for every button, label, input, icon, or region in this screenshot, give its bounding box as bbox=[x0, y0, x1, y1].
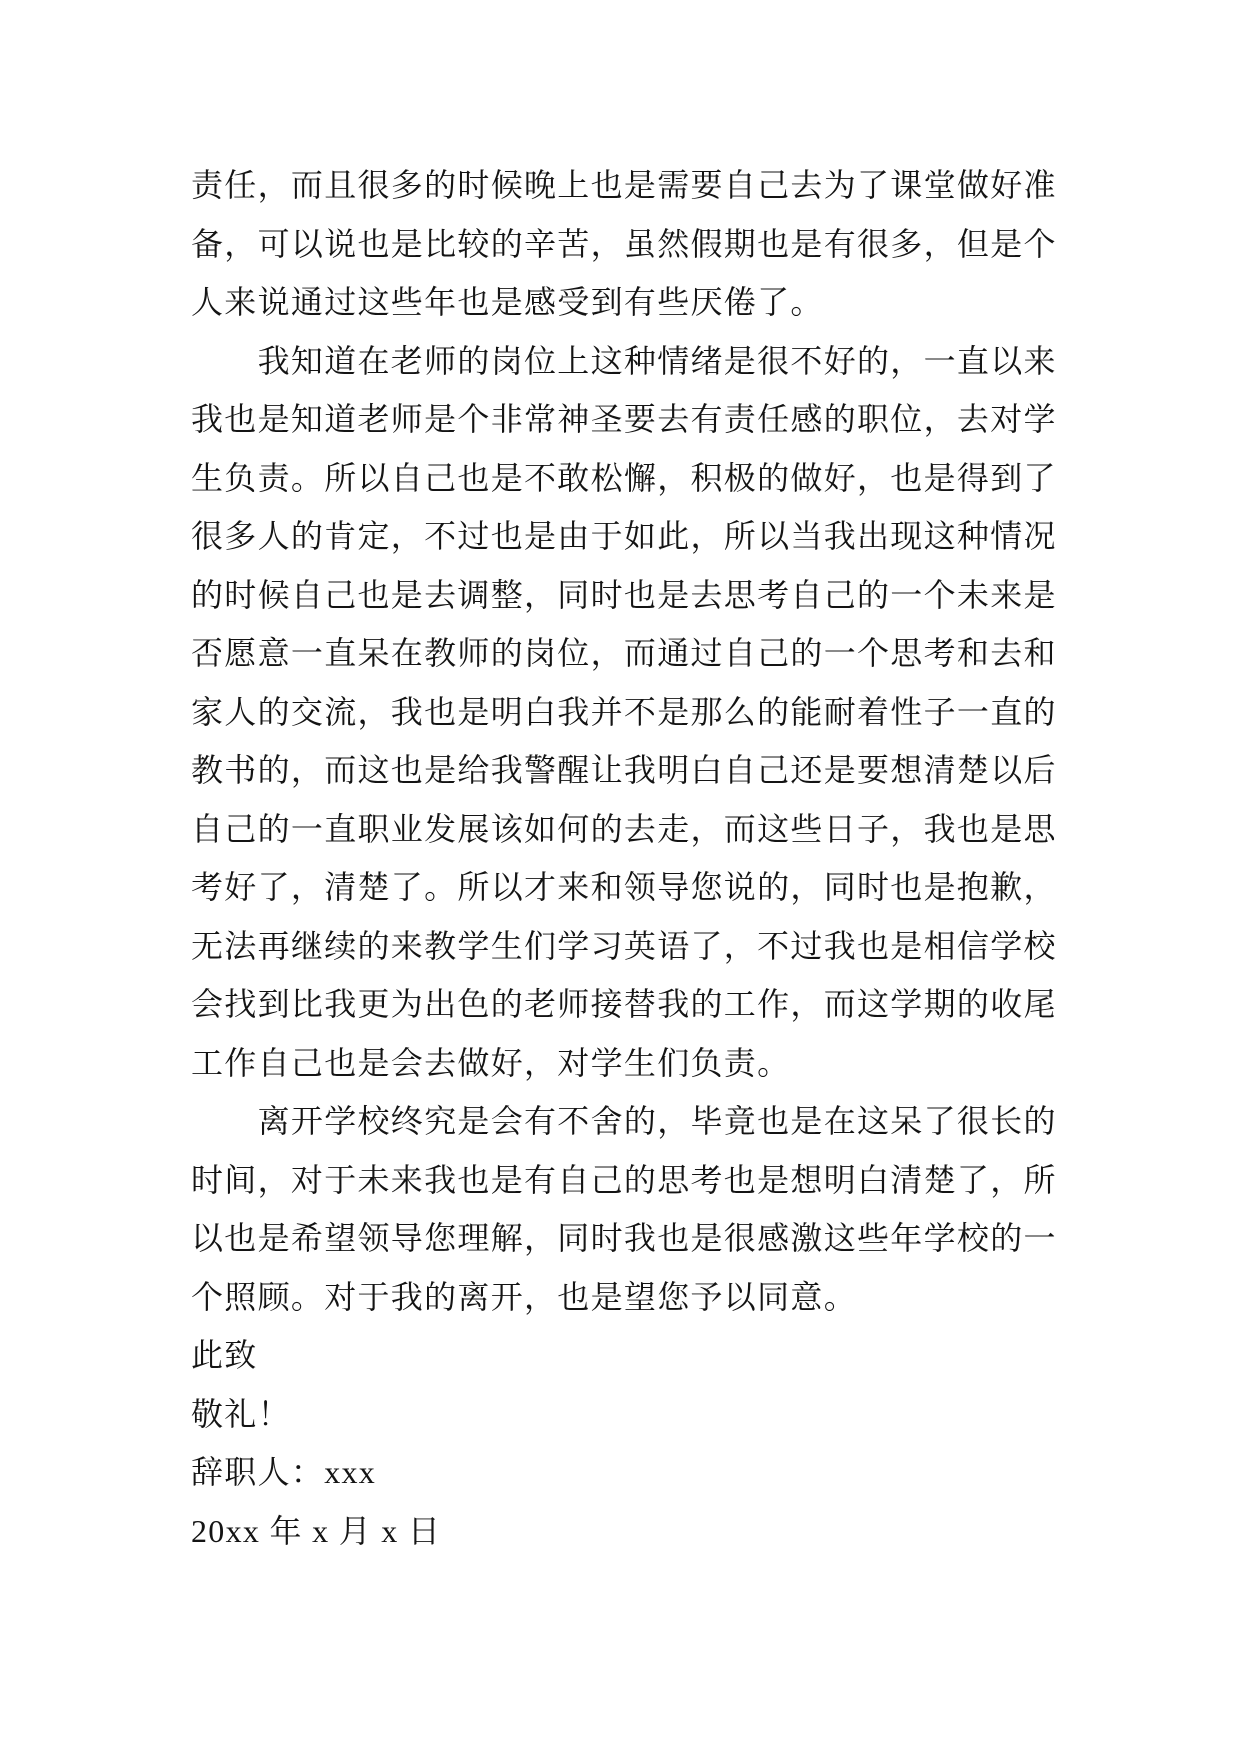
text-line: 个照顾。对于我的离开，也是望您予以同意。 bbox=[191, 1278, 858, 1315]
paragraph-1 bbox=[191, 156, 1091, 332]
letter-body bbox=[191, 156, 1091, 1560]
text-line: 的时候自己也是去调整，同时也是去思考自己的一个未来是 bbox=[191, 576, 1057, 613]
text-line: 很多人的肯定，不过也是由于如此，所以当我出现这种情况 bbox=[191, 518, 1057, 554]
text-line: 会找到比我更为出色的老师接替我的工作，而这学期的收尾 bbox=[191, 986, 1057, 1022]
text-line: 我知道在老师的岗位上这种情绪是很不好的，一直以来 bbox=[257, 342, 1057, 379]
text-line: 备，可以说也是比较的辛苦，虽然假期也是有很多，但是个 bbox=[191, 225, 1057, 262]
text-line: 自己的一直职业发展该如何的去走，而这些日子，我也是思 bbox=[191, 810, 1057, 847]
text-line: 工作自己也是会去做好，对学生们负责。 bbox=[191, 1044, 791, 1081]
text-line: 教书的，而这也是给我警醒让我明白自己还是要想清楚以后 bbox=[191, 752, 1057, 788]
text-line: 否愿意一直呆在教师的岗位，而通过自己的一个思考和去和 bbox=[191, 635, 1057, 671]
text-line: 我也是知道老师是个非常神圣要去有责任感的职位，去对学 bbox=[191, 401, 1057, 437]
text-line: 以也是希望领导您理解，同时我也是很感激这些年学校的一 bbox=[191, 1220, 1057, 1256]
closing-regards: 敬礼！ bbox=[191, 1395, 291, 1432]
text-line: 无法再继续的来教学生们学习英语了，不过我也是相信学校 bbox=[191, 927, 1057, 964]
paragraph-2 bbox=[191, 332, 1091, 1093]
text-line: 生负责。所以自己也是不敢松懈，积极的做好，也是得到了 bbox=[191, 459, 1057, 496]
signer-name: 辞职人：xxx bbox=[191, 1454, 377, 1490]
closing-salutation: 此致 bbox=[191, 1337, 258, 1373]
text-line: 家人的交流，我也是明白我并不是那么的能耐着性子一直的 bbox=[191, 693, 1057, 730]
letter-date: 20xx 年 x 月 x 日 bbox=[191, 1512, 442, 1549]
text-line: 责任，而且很多的时候晚上也是需要自己去为了课堂做好准 bbox=[191, 167, 1057, 203]
text-line: 人来说通过这些年也是感受到有些厌倦了。 bbox=[191, 284, 824, 320]
text-line: 考好了，清楚了。所以才来和领导您说的，同时也是抱歉， bbox=[191, 869, 1057, 905]
text-line: 时间，对于未来我也是有自己的思考也是想明白清楚了，所 bbox=[191, 1161, 1057, 1198]
closing-block bbox=[191, 1326, 1091, 1560]
paragraph-3 bbox=[191, 1092, 1091, 1326]
text-line: 离开学校终究是会有不舍的，毕竟也是在这呆了很长的 bbox=[257, 1103, 1057, 1139]
